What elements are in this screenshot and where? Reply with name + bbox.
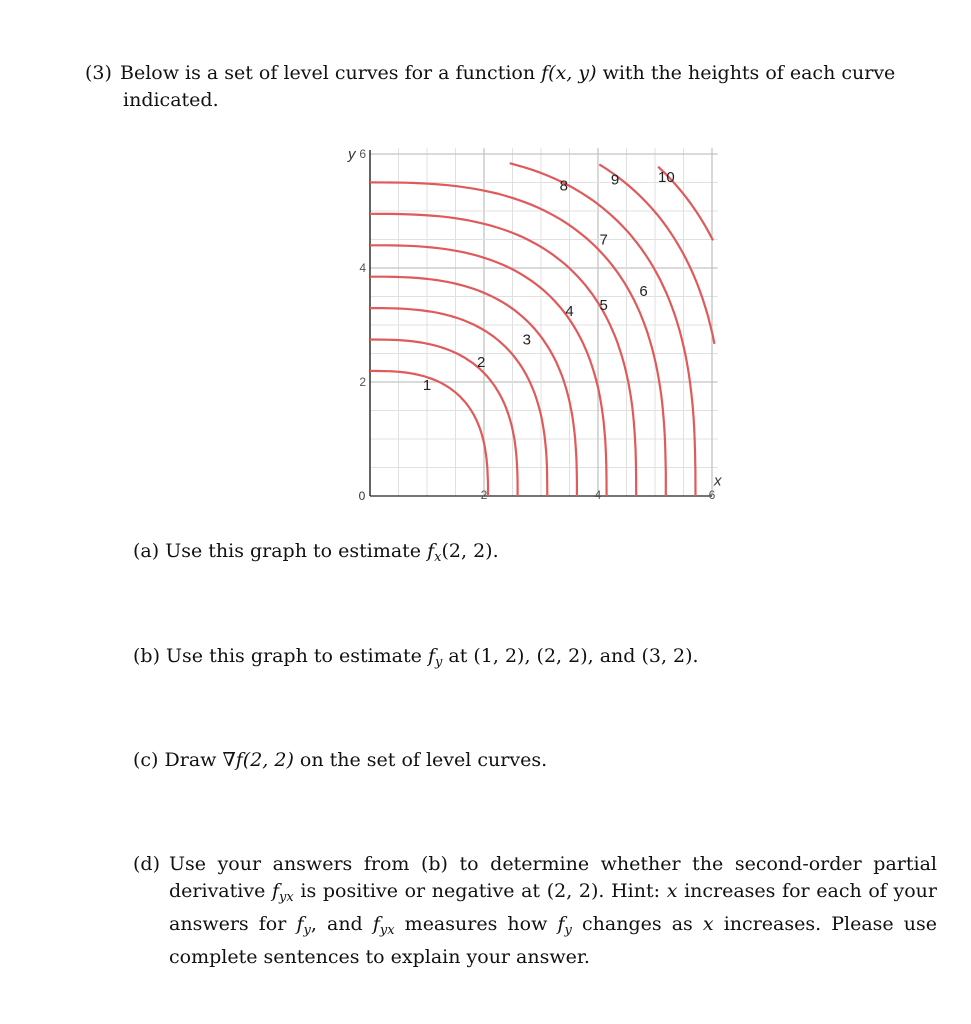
x-tick-label: 4: [594, 488, 602, 502]
y-tick-label: 6: [359, 147, 366, 161]
level-label-2: 2: [476, 354, 486, 372]
part-b: (b) Use this graph to estimate $f_y$ at (1, 2), (2, 2), and (3, 2).: [133, 645, 699, 670]
x-axis-label: x: [713, 472, 722, 490]
y-tick-label: 2: [359, 375, 366, 389]
y-axis-label: y: [348, 146, 356, 163]
x-tick-label: 6: [708, 488, 716, 502]
part-c: (c) Draw ∇f(2, 2) on the set of level curves.: [133, 749, 548, 771]
level-label-9: 9: [610, 171, 620, 189]
level-curve-8: [510, 163, 696, 496]
level-label-7: 7: [599, 231, 608, 249]
intro-line-1: Below is a set of level curves for a function f(x, y) with the heights of each curve: [120, 62, 896, 84]
level-label-3: 3: [522, 331, 531, 349]
level-label-10: 10: [658, 168, 675, 186]
level-label-6: 6: [639, 282, 648, 300]
level-curve-2: [370, 340, 518, 497]
level-curves-graph: [330, 140, 730, 510]
level-curve-6: [370, 214, 636, 496]
level-labels: [423, 169, 675, 394]
level-curve-7: [370, 182, 666, 496]
level-curve-9: [599, 164, 714, 344]
level-label-4: 4: [565, 302, 574, 320]
problem-number: (3): [85, 62, 112, 84]
contour-curves: [370, 163, 715, 496]
part-a: (a) Use this graph to estimate $f_x(2$, 2).: [133, 540, 499, 565]
origin-label: 0: [358, 489, 366, 503]
intro-line-2: indicated.: [123, 89, 219, 111]
level-curve-5: [370, 245, 607, 496]
y-tick-label: 4: [359, 261, 366, 275]
function-expression: f(x, y): [541, 62, 597, 84]
level-label-1: 1: [422, 376, 432, 394]
x-tick-label: 2: [480, 488, 488, 502]
level-label-5: 5: [599, 297, 608, 315]
level-label-8: 8: [559, 177, 568, 195]
part-d-text: Use your answers from (b) to determine whether the second-order partial derivative $f_{yx}$ is positive or negative at (2, 2). Hint: x increases for each of your answers for $f_y$, and $f_{yx}$ measures how $f_y$ changes as x increases. Please use complete sentences to explain your answer.: [169, 853, 937, 968]
